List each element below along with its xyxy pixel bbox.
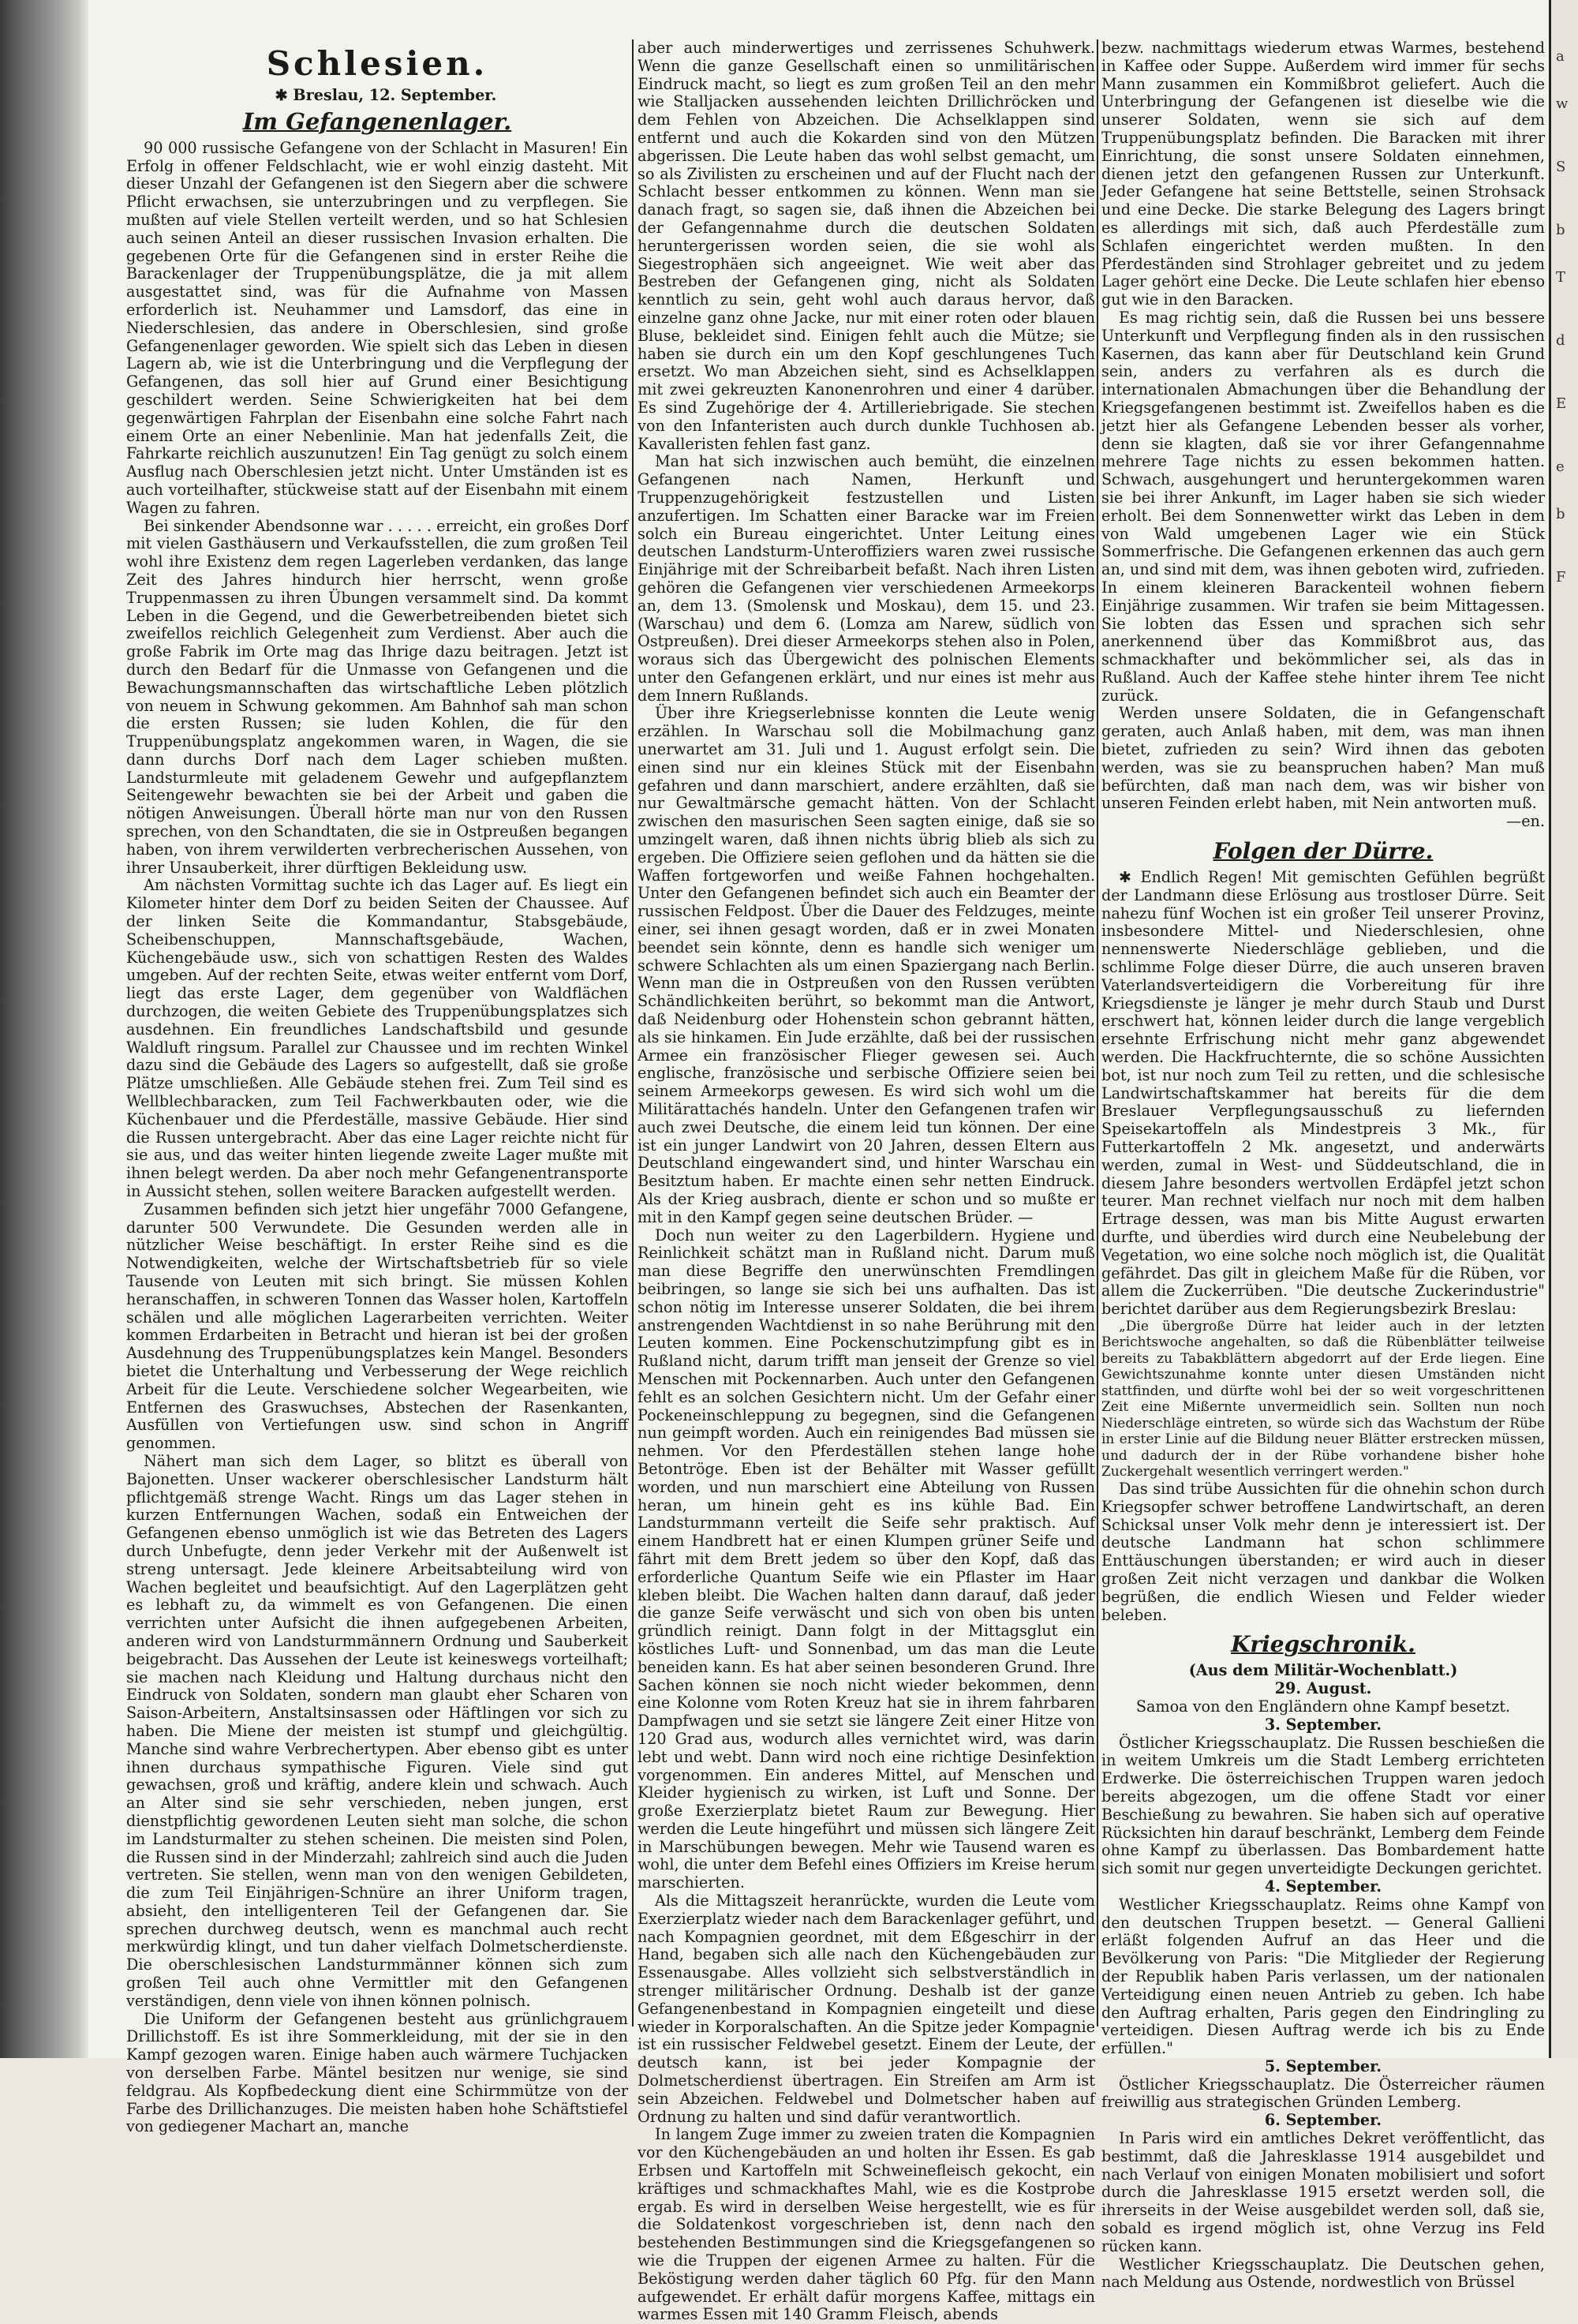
chronicle-entry: Östlicher Kriegsschauplatz. Die Russen beschießen die in weitem Umkreis um die Stadt Lemberg errichteten Erdwerke. Die österreichischen Truppen waren jedoch bereits abgezogen, um die offene Stadt vor einer Beschießung zu bewahren. Sie haben sich auf operative Rücksichten hin darauf beschränkt, Lemberg dem Feinde ohne Kampf zu überlassen. Das Bombardement hatte sich somit nur gegen unverteidigte Deckungen gerichtet.	[1101, 1733, 1545, 1878]
chronicle-entry: Östlicher Kriegsschauplatz. Die Österreicher räumen freiwillig aus strategischen Gründen Lemberg.	[1101, 2075, 1545, 2112]
column-1	[126, 39, 628, 2136]
quote-paragraph: „Die übergroße Dürre hat leider auch in der letzten Berichtswoche angehalten, so daß die Rübenblätter teilweise bereits zu Tabakblättern abgedorrt auf der Erde liegen. Eine Gewichtszunahme konnte unter diesen Umständen nicht stattfinden, und dürfte wohl bei der so weit vorgeschrittenen Zeit eine Mißernte unvermeidlich sein. Sollten nun noch Niederschläge eintreten, so würde sich das Wachstum der Rübe in erster Linie auf die Bildung neuer Blätter erstrecken müssen, und dadurch der in der Rübe vorhandene bisher hohe Zuckergehalt wesentlich verringert werden."	[1101, 1318, 1545, 1480]
paragraph: Am nächsten Vormittag suchte ich das Lager auf. Es liegt ein Kilometer hinter dem Dorf zu beiden Seiten der Chaussee. Auf der linken Seite die Kommandantur, Stabsgebäude, Scheibenschuppen, Mannschaftsgebäude, Wachen, Küchengebäude usw., sich von schattigen Resten des Waldes umgeben. Auf der rechten Seite, etwas weiter entfernt vom Dorf, liegt das erste Lager, dem gegenüber von Waldflächen durchzogen, die weiten Gebiete des Truppenübungsplatzes sich ausdehnen. Ein freundliches Landschaftsbild und gesunde Waldluft ringsum. Parallel zur Chaussee und im rechten Winkel dazu sind die Gebäude des Lagers so aufgestellt, daß sie große Plätze umschließen. Alle Gebäude stehen frei. Zum Teil sind es Wellblechbaracken, zum Teil Fachwerkbauten oder, wie die Küchenbauer und die Pferdeställe, massive Gebäude. Hier sind die Russen untergebracht. Aber das eine Lager reichte nicht für sie aus, und das weiter hinten liegende zweite Lager mußte mit ihnen belegt werden. Da aber noch mehr Gefangenentransporte in Aussicht stehen, sollen weitere Baracken aufgestellt werden.	[126, 876, 628, 1201]
article-title: Folgen der Dürre.	[1213, 838, 1434, 865]
article-title: Kriegschronik.	[1231, 1631, 1415, 1658]
edge-fragment: T	[1556, 269, 1566, 286]
chronicle-date: 3. September.	[1264, 1715, 1382, 1734]
paragraph: 90 000 russische Gefangene von der Schlacht in Masuren! Ein Erfolg in offener Feldschlacht, wie er wohl einzig dasteht. Mit dieser Unzahl der Gefangenen ist den Siegern aber die schwere Pflicht erwachsen, sie unterzubringen und zu verpflegen. Sie mußten auf viele Stellen verteilt werden, und so hat Schlesien auch seinen Anteil an dieser russischen Invasion erhalten. Die gegebenen Orte für die Gefangenen sind in erster Reihe die Barackenlager der Truppenübungsplätze, die ja mit allem ausgestattet sind, was für die Aufnahme von Massen erforderlich ist. Neuhammer und Lamsdorf, das eine in Niederschlesien, das andere in Oberschlesien, sind große Gefangenenlager geworden. Wie spielt sich das Leben in diesen Lagern ab, wie ist die Unterbringung und die Verpflegung der Gefangenen, das soll hier auf Grund einer Besichtigung geschildert werden. Seine Schwierigkeiten hat bei dem gegenwärtigen Fahrplan der Eisenbahn eine solche Fahrt nach einem Orte an einer Nebenlinie. Man hat jedenfalls Zeit, die Fahrkarte reichlich auszunutzen! Ein Tag genügt zu solch einem Ausflug nach Oberschlesien jetzt nicht. Unter Umständen ist es auch vorteilhafter, stückweise statt auf der Eisenbahn mit einem Wagen zu fahren.	[126, 138, 628, 517]
chronicle-entry: Westlicher Kriegsschauplatz. Die Deutschen gehen, nach Meldung aus Ostende, nordwestlich von Brüssel	[1101, 2255, 1545, 2292]
dateline: ✱ Breslau, 12. September.	[275, 86, 497, 104]
edge-fragment: b	[1556, 506, 1565, 522]
paragraph: Man hat sich inzwischen auch bemüht, die einzelnen Gefangenen nach Namen, Herkunft und Truppenzugehörigkeit festzustellen und Listen anzufertigen. Im Schatten einer Baracke war im Freien solch ein Bureau eingerichtet. Unter Leitung eines deutschen Landsturm-Unteroffiziers waren zwei russische Einjährige mit der Schreibarbeit befaßt. Nach ihren Listen gehören die Gefangenen vier verschiedenen Armeekorps an, dem 13. (Smolensk und Moskau), dem 15. und 23. (Warschau) und dem 6. (Lomza am Narew, südlich von Ostpreußen). Drei dieser Armeekorps stehen also in Polen, woraus sich das Übergewicht des polnischen Elements unter den Gefangenen erklärt, und nur eines ist mehr aus dem Innern Rußlands.	[638, 452, 1095, 705]
edge-fragment: a	[1556, 48, 1565, 65]
chronicle-entry: Westlicher Kriegsschauplatz. Reims ohne Kampf von den deutschen Truppen besetzt. — General Gallieni erläßt folgenden Aufruf an das Heer und die Bevölkerung von Paris: "Die Mitglieder der Regierung der Republik haben Paris verlassen, um der nationalen Verteidigung einen neuen Antrieb zu geben. Ich habe den Auftrag erhalten, Paris gegen den Eindringling zu verteidigen. Diesen Auftrag werde ich bis zu Ende erfüllen."	[1101, 1895, 1545, 2058]
column-2	[638, 39, 1095, 2324]
edge-fragment: e	[1556, 458, 1565, 475]
column-rule	[632, 39, 634, 2026]
column-rule	[1097, 39, 1098, 2026]
paragraph: In langem Zuge immer zu zweien traten die Kompagnien vor den Küchengebäuden an und holten ihr Essen. Es gab Erbsen und Kartoffeln mit Schweinefleisch gekocht, ein kräftiges und schmackhaftes Mahl, wie es die Kostprobe ergab. Es wird in derselben Weise hergestellt, wie es für die Soldatenkost vorgeschrieben ist, denn nach den bestehenden Bestimmungen sind die Kriegsgefangenen so wie die Truppen der eigenen Armee zu halten. Für die Beköstigung werden daher täglich 60 Pfg. für den Mann aufgewendet. Er erhält dafür morgens Kaffee, mittags ein warmes Essen mit 140 Gramm Fleisch, abends	[638, 2125, 1095, 2324]
edge-fragment: d	[1556, 332, 1565, 349]
paragraph: Über ihre Kriegserlebnisse konnten die Leute wenig erzählen. In Warschau soll die Mobilmachung ganz unerwartet am 31. Juli und 1. August erfolgt sein. Die einen sind nur ein kleines Stück mit der Eisenbahn gefahren und dann marschiert, andere erzählten, daß sie nur Gewaltmärsche gemacht hätten. Von der Schlacht zwischen den masurischen Seen sagten einige, daß sie so umzingelt waren, daß ihnen nichts übrig blieb als sich zu ergeben. Die Offiziere seien geflohen und da hätten sie die Waffen fortgeworfen und weiße Fahnen hochgehalten. Unter den Gefangenen befindet sich auch ein Beamter der russischen Feldpost. Über die Dauer des Feldzuges, meinte einer, sei ihnen gesagt worden, daß er in zwei Monaten beendet sein könnte, denn es handle sich weniger um schwere Schlachten als um einen Spaziergang nach Berlin. Wenn man die in Ostpreußen von den Russen verübten Schändlichkeiten berührt, so bekommt man die Antwort, daß Neidenburg oder Hohenstein schon gebrannt hätten, als sie hinkamen. Ein Jude erzählte, daß bei der russischen Armee ein französischer Flieger gewesen sei. Auch englische, französische und serbische Offiziere seien bei seinem Armeekorps gewesen. Es wird sich wohl um die Militärattachés handeln. Unter den Gefangenen trafen wir auch zwei Deutsche, die einem leid tun können. Der eine ist ein junger Landwirt von 20 Jahren, dessen Eltern aus Deutschland eingewandert sind, und hinter Warschau ein Besitztum haben. Er machte einen sehr netten Eindruck. Als der Krieg ausbrach, diente er schon und so mußte er mit in den Kampf gegen seine deutschen Brüder. —	[638, 704, 1095, 1226]
edge-fragment: b	[1556, 222, 1565, 238]
chronicle-date: 29. August.	[1274, 1679, 1372, 1698]
paragraph: Es mag richtig sein, daß die Russen bei uns bessere Unterkunft und Verpflegung finden als in den russischen Kasernen, das kann aber für Deutschland kein Grund sein, anders zu verfahren als es durch die internationalen Abmachungen über die Behandlung der Kriegsgefangenen bestimmt ist. Zweifellos haben es die jetzt hier als Gefangene Lebenden besser als vorher, denn sie klagten, daß sie vor ihrer Gefangennahme mehrere Tage nichts zu essen bekommen hatten. Schwach, ausgehungert und heruntergekommen waren sie bei ihrer Ankunft, im Lager haben sie sich wieder erholt. Bei dem Sonnenwetter wirkt das Leben in dem von Wald umgebenen Lager wie ein Stück Sommerfrische. Die Gefangenen erkennen das auch gern an, und sind mit dem, was ihnen geboten wird, zufrieden. In einem kleineren Barackenteil wohnen fiebern Einjährige zusammen. Wir trafen sie beim Mittagessen. Sie lobten das Essen und sprachen sich sehr anerkennend über das Kommißbrot aus, das schmackhafter und bekömmlicher sei, als das in Rußland. Auch der Kaffee stehe hinter ihrem Tee nicht zurück.	[1101, 308, 1545, 705]
paragraph: Nähert man sich dem Lager, so blitzt es überall von Bajonetten. Unser wackerer oberschlesischer Landsturm hält pflichtgemäß strenge Wacht. Rings um das Lager stehen in kurzen Entfernungen Wachen, sodaß ein Entweichen der Gefangenen ebenso unmöglich ist wie das Betreten des Lagers durch Unbefugte, denn jeder Verkehr mit der Außenwelt ist streng untersagt. Jede kleinere Arbeitsabteilung wird von Wachen begleitet und beaufsichtigt. Auf den Lagerplätzen geht es lebhaft zu, da wimmelt es von Gefangenen. Die einen verrichten unter Aufsicht die ihnen aufgegebenen Arbeiten, anderen wird von Landsturmmännern Ordnung und Sauberkeit beigebracht. Das Aussehen der Leute ist keineswegs vorteilhaft; sie machen nach Kleidung und Haltung durchaus nicht den Eindruck von Soldaten, sondern man glaubt eher Scharen von Saison-Arbeitern, Anstaltsinsassen oder Häftlingen vor sich zu haben. Die Miene der meisten ist stumpf und gleichgültig. Manche sind wahre Verbrechertypen. Aber ebenso gibt es unter ihnen durchaus sympathische Figuren. Viele sind gut gewachsen, groß und kräftig, andere klein und schwach. Auch an Alter sind sie sehr verschieden, neben jungen, erst dienstpflichtig gewordenen Leuten sieht man solche, die schon im Landsturmalter zu stehen scheinen. Die meisten sind Polen, die Russen sind in der Minderzahl; zahlreich sind auch die Juden vertreten. Sie stellen, wenn man von den wenigen Gebildeten, die zum Teil Einjährigen-Schnüre an ihrer Uniform tragen, absieht, den intelligenteren Teil der Gefangenen dar. Sie sprechen durchweg deutsch, wenn es manchmal auch recht merkwürdig klingt, und tun daher vielfach Dolmetscherdienste. Die oberschlesischen Landsturmmänner können sich zum großen Teil auch ohne Vermittler mit den Gefangenen verständigen, denn viele von ihnen können polnisch.	[126, 1451, 628, 2010]
paragraph: Doch nun weiter zu den Lagerbildern. Hygiene und Reinlichkeit schätzt man in Rußland nicht. Darum muß man diese Begriffe den unerwünschten Fremdlingen beibringen, so lange sie sich bei uns aufhalten. Das ist schon nötig im Interesse unserer Soldaten, die bei ihrem anstrengenden Wachtdienst in so nahe Berührung mit den Leuten kommen. Eine Pockenschutzimpfung gibt es in Rußland nicht, darum trifft man jenseit der Grenze so viel Menschen mit Pockennarben. Auch unter den Gefangenen fehlt es an solchen Gesichtern nicht. Um der Gefahr einer Pockeneinschleppung zu begegnen, sind die Gefangenen nun geimpft worden. Auch ein reinigendes Bad müssen sie nehmen. Vor den Pferdeställen stehen lange hohe Betontröge. Eben ist der Behälter mit Wasser gefüllt worden, und nun marschiert eine Abteilung von Russen heran, um hinein geht es ins kühle Bad. Ein Landsturmmann verteilt die Seife sehr praktisch. Auf einem Handbrett hat er einen Klumpen grüner Seife und fährt mit dem Brett jedem so über den Kopf, daß das erforderliche Quantum Seife wie ein Pflaster im Haar kleben bleibt. Die Wachen halten dann darauf, daß jeder die ganze Seife verwäscht und sich von oben bis unten gründlich reinigt. Dann folgt in der Mittagsglut ein köstliches Luft- und Sonnenbad, um das man die Leute beneiden kann. Es hat aber seinen besonderen Grund. Ihre Sachen können sie noch nicht wieder bekommen, denn eine Kolonne vom Roten Kreuz hat sie in ihrem fahrbaren Dampfwagen und sie setzt sie längere Zeit einer Hitze von 120 Grad aus, wodurch alles vernichtet wird, was darin lebt und webt. Dann wird noch eine richtige Desinfektion vorgenommen. Ein anderes Mittel, auf Menschen und Kleider hygienisch zu wirken, ist Luft und Sonne. Der große Exerzierplatz bietet Raum zur Bewegung. Hier werden die Leute hingeführt und müssen sich längere Zeit in Marschübungen bewegen. Mehr wie Tausend waren es wohl, die unter dem Befehl eines Offiziers im Kreise herum marschierten.	[638, 1226, 1095, 1892]
paragraph: ✱ Endlich Regen! Mit gemischten Gefühlen begrüßt der Landmann diese Erlösung aus trostloser Dürre. Seit nahezu fünf Wochen ist ein großer Teil unserer Provinz, insbesondere Mittel- und Niederschlesien, ohne nennenswerte Niederschläge geblieben, und die schlimme Folge dieser Dürre, die auch unseren braven Vaterlandsverteidigern die Vorbereitung für ihre Kriegsdienste je länger je mehr durch Staub und Durst erschwert hat, können leider durch die lange vergeblich ersehnte Erfrischung nicht mehr ganz abgewendet werden. Die Hackfruchternte, die so schöne Aussichten bot, ist nur noch zum Teil zu retten, und die schlesische Landwirtschaftskammer hat bereits für die dem Breslauer Verpflegungsausschuß zu liefernden Speisekartoffeln als Mindestpreis 3 Mk., für Futterkartoffeln 2 Mk. angesetzt, und anderwärts werden, zumal in West- und Süddeutschland, die in diesem Jahre besonders wertvollen Erdäpfel jetzt schon teurer. Man rechnet vielfach nur noch mit dem halben Ertrage dessen, was man bis Mitte August erwarten durfte, und überdies wird durch eine Neubelebung der Vegetation, wo eine solche noch möglich ist, die Qualität gefährdet. Das gilt in gleichem Maße für die Rüben, vor allem die Zuckerrüben. "Die deutsche Zuckerindustrie" berichtet darüber aus dem Regierungsbezirk Breslau:	[1101, 868, 1545, 1319]
chronicle-date: 4. September.	[1264, 1877, 1382, 1896]
paragraph: bezw. nachmittags wiederum etwas Warmes, bestehend in Kaffee oder Suppe. Außerdem wird immer für sechs Mann zusammen ein Kommißbrot geliefert. Auch die Unterbringung der Gefangenen ist dieselbe wie die unserer Soldaten, wenn sie sich auf dem Truppenübungsplatz befinden. Die Baracken mit ihrer Einrichtung, die sonst unsere Soldaten einnehmen, dienen jetzt den gefangenen Russen zur Unterkunft. Jeder Gefangene hat seine Bettstelle, seinen Strohsack und eine Decke. Die starke Belegung des Lagers bringt es allerdings mit sich, daß auch Pferdeställe zum Schlafen eingerichtet werden mußten. In den Pferdeständen sind Strohlager gebreitet und zu jedem Lager gehört eine Decke. Die Leute schlafen hier ebenso gut wie in den Baracken.	[1101, 39, 1545, 309]
paragraph: aber auch minderwertiges und zerrissenes Schuhwerk. Wenn die ganze Gesellschaft einen so unmilitärischen Eindruck macht, so liegt es zum großen Teil an den mehr wie Stalljacken aussehenden leichten Drillichröcken und dem Fehlen von Abzeichen. Die Achselklappen sind entfernt und auch die Kokarden sind von den Mützen abgerissen. Die Leute haben das wohl selbst gemacht, um so als Zivilisten zu erscheinen und auf der Flucht nach der Schlacht besser entkommen zu können. Wenn man sie danach fragt, so sagen sie, daß ihnen die Abzeichen bei der Gefangennahme durch die deutschen Soldaten heruntergerissen worden seien, die sie wohl als Siegestrophäen sich angeeignet. Wie weit aber das Bestreben der Gefangenen ging, nicht als Soldaten kenntlich zu sein, geht wohl auch daraus hervor, daß einzelne ganz ohne Jacke, nur mit einer roten oder blauen Bluse, bekleidet sind. Einigen fehlt auch die Mütze; sie haben sie durch ein um den Kopf geschlungenes Tuch ersetzt. Wo man Abzeichen sieht, sind es Achselklappen mit zwei gekreuzten Kanonenrohren und einer 4 darüber. Es sind Zugehörige der 4. Artilleriebrigade. Sie stechen von den Infanteristen auch durch dunkle Tuchhosen ab. Kavalleristen fehlen fast ganz.	[638, 39, 1095, 453]
author-signature: —en.	[1506, 812, 1545, 831]
section-heading: Schlesien.	[266, 44, 488, 83]
book-binding-shadow	[0, 0, 88, 2058]
column-3	[1101, 39, 1545, 2292]
chronicle-entry: Samoa von den Engländern ohne Kampf besetzt.	[1135, 1697, 1511, 1716]
edge-fragment: F	[1556, 569, 1566, 586]
chronicle-date: 5. September.	[1264, 2056, 1382, 2075]
paragraph: Als die Mittagszeit heranrückte, wurden die Leute vom Exerzierplatz wieder nach dem Barackenlager geführt, und nach Kompagnien geordnet, mit dem Eßgeschirr in der Hand, begaben sich alle nach den Küchengebäuden zur Essenausgabe. Alles vollzieht sich selbstverständlich in strenger militärischer Ordnung. Deshalb ist der ganze Gefangenenbestand in Kompagnien eingeteilt und diese wieder in Korporalschaften. An die Spitze jeder Kompagnie ist ein russischer Feldwebel gesetzt. Einem der Leute, der deutsch kann, ist bei jeder Kompagnie der Dolmetscherdienst übertragen. Ein Streifen am Arm ist sein Abzeichen. Feldwebel und Dolmetscher haben auf Ordnung zu halten und sind dafür verantwortlich.	[638, 1892, 1095, 2126]
article-title: Im Gefangenenlager.	[242, 107, 512, 135]
paragraph: Bei sinkender Abendsonne war . . . . . erreicht, ein großes Dorf mit vielen Gasthäusern und Verkaufsstellen, die zum großen Teil wohl ihre Existenz dem regen Lagerleben verdanken, das lange Zeit des Jahres hindurch hier herrscht, wenn große Truppenmassen zu ihren Übungen versammelt sind. Da kommt Leben in die Gegend, und die Gewerbetreibenden bietet sich zweifellos reichlich Gelegenheit zum Verdienst. Aber auch die große Fabrik im Orte mag das Ihrige dazu beitragen. Jetzt ist durch den Bedarf für die Unmasse von Gefangenen und die Bewachungsmannschaften das wirtschaftliche Leben plötzlich von neuem in Schwung gekommen. Am Bahnhof sah man schon die ersten Russen; sie luden Kohlen, die für den Truppenübungsplatz angekommen waren, in Wagen, die sie dann durchs Dorf nach dem Lager schieben mußten. Landsturmleute mit geladenem Gewehr und aufgepflanztem Seitengewehr bewachten sie bei der Arbeit und gaben die nötigen Anweisungen. Überall hörte man nur von den Russen sprechen, von den Schandtaten, die sie in Ostpreußen begangen haben, von ihrem verwilderten verbrecherischen Aussehen, von ihrer Unsauberkeit, ihrer dürftigen Bekleidung usw.	[126, 516, 628, 877]
chronicle-entry: In Paris wird ein amtliches Dekret veröffentlicht, das bestimmt, daß die Jahresklasse 1914 ausgebildet und nach Verlauf von einigen Monaten mobilisiert und sofort durch die Jahresklasse 1915 ersetzt werden soll, die ihrerseits in der Weise ausgebildet werden soll, daß sie, sobald es irgend möglich ist, ohne Verzug ins Feld rücken kann.	[1101, 2129, 1545, 2255]
adjacent-page-edge	[1549, 0, 1578, 2058]
paragraph: Die Uniform der Gefangenen besteht aus grünlichgrauem Drillichstoff. Es ist ihre Sommerkleidung, mit der sie in den Kampf gezogen waren. Einige haben auch wärmere Tuchjacken von derselben Farbe. Mäntel besitzen nur wenige, sie sind feldgrau. Als Kopfbedeckung dient eine Schirmmütze von der Farbe des Drillichanzuges. Die meisten haben hohe Schäftstiefel von gediegener Machart an, manche	[126, 2009, 628, 2136]
paragraph: Werden unsere Soldaten, die in Gefangenschaft geraten, auch Anlaß haben, mit dem, was man ihnen bietet, zufrieden zu sein? Wird ihnen das geboten werden, was sie zu beanspruchen haben? Man muß befürchten, daß man nach dem, was wir bisher von unseren Feinden erlebt haben, mit Nein antworten muß.	[1101, 704, 1545, 813]
edge-fragment: w	[1556, 95, 1569, 112]
paragraph: Zusammen befinden sich jetzt hier ungefähr 7000 Gefangene, darunter 500 Verwundete. Die Gesunden werden alle in nützlicher Weise beschäftigt. In erster Reihe sind es die Notwendigkeiten, welche der Wirtschaftsbetrieb für so viele Tausende von Leuten mit sich bringt. Sie müssen Kohlen heranschaffen, in schweren Tonnen das Wasser holen, Kartoffeln schälen und alle möglichen Lagerarbeiten verrichten. Weiter kommen Erdarbeiten in Betracht und hieran ist bei der großen Ausdehnung des Truppenübungsplatzes kein Mangel. Besonders bietet die Unterhaltung und Verbesserung der Wege reichlich Arbeit für die Leute. Verschiedene solcher Wegearbeiten, wie Entfernen des Graswuchses, Abstechen der Rasenkanten, Ausfüllen von Vertiefungen usw. sind schon in Angriff genommen.	[126, 1199, 628, 1453]
chronicle-date: 6. September.	[1264, 2111, 1382, 2130]
paragraph: Das sind trübe Aussichten für die ohnehin schon durch Kriegsopfer schwer betroffene Landwirtschaft, an deren Schicksal unser Volk mehr denn je interessiert ist. Der deutsche Landmann hat schon schlimmere Enttäuschungen überstanden; er wird auch in dieser großen Zeit nicht verzagen und dankbar die Wolken begrüßen, die endlich Wiesen und Felder wieder beleben.	[1101, 1479, 1545, 1624]
article-subtitle: (Aus dem Militär-Wochenblatt.)	[1188, 1661, 1458, 1680]
edge-fragment: E	[1556, 395, 1567, 412]
edge-fragment: S	[1556, 159, 1566, 175]
